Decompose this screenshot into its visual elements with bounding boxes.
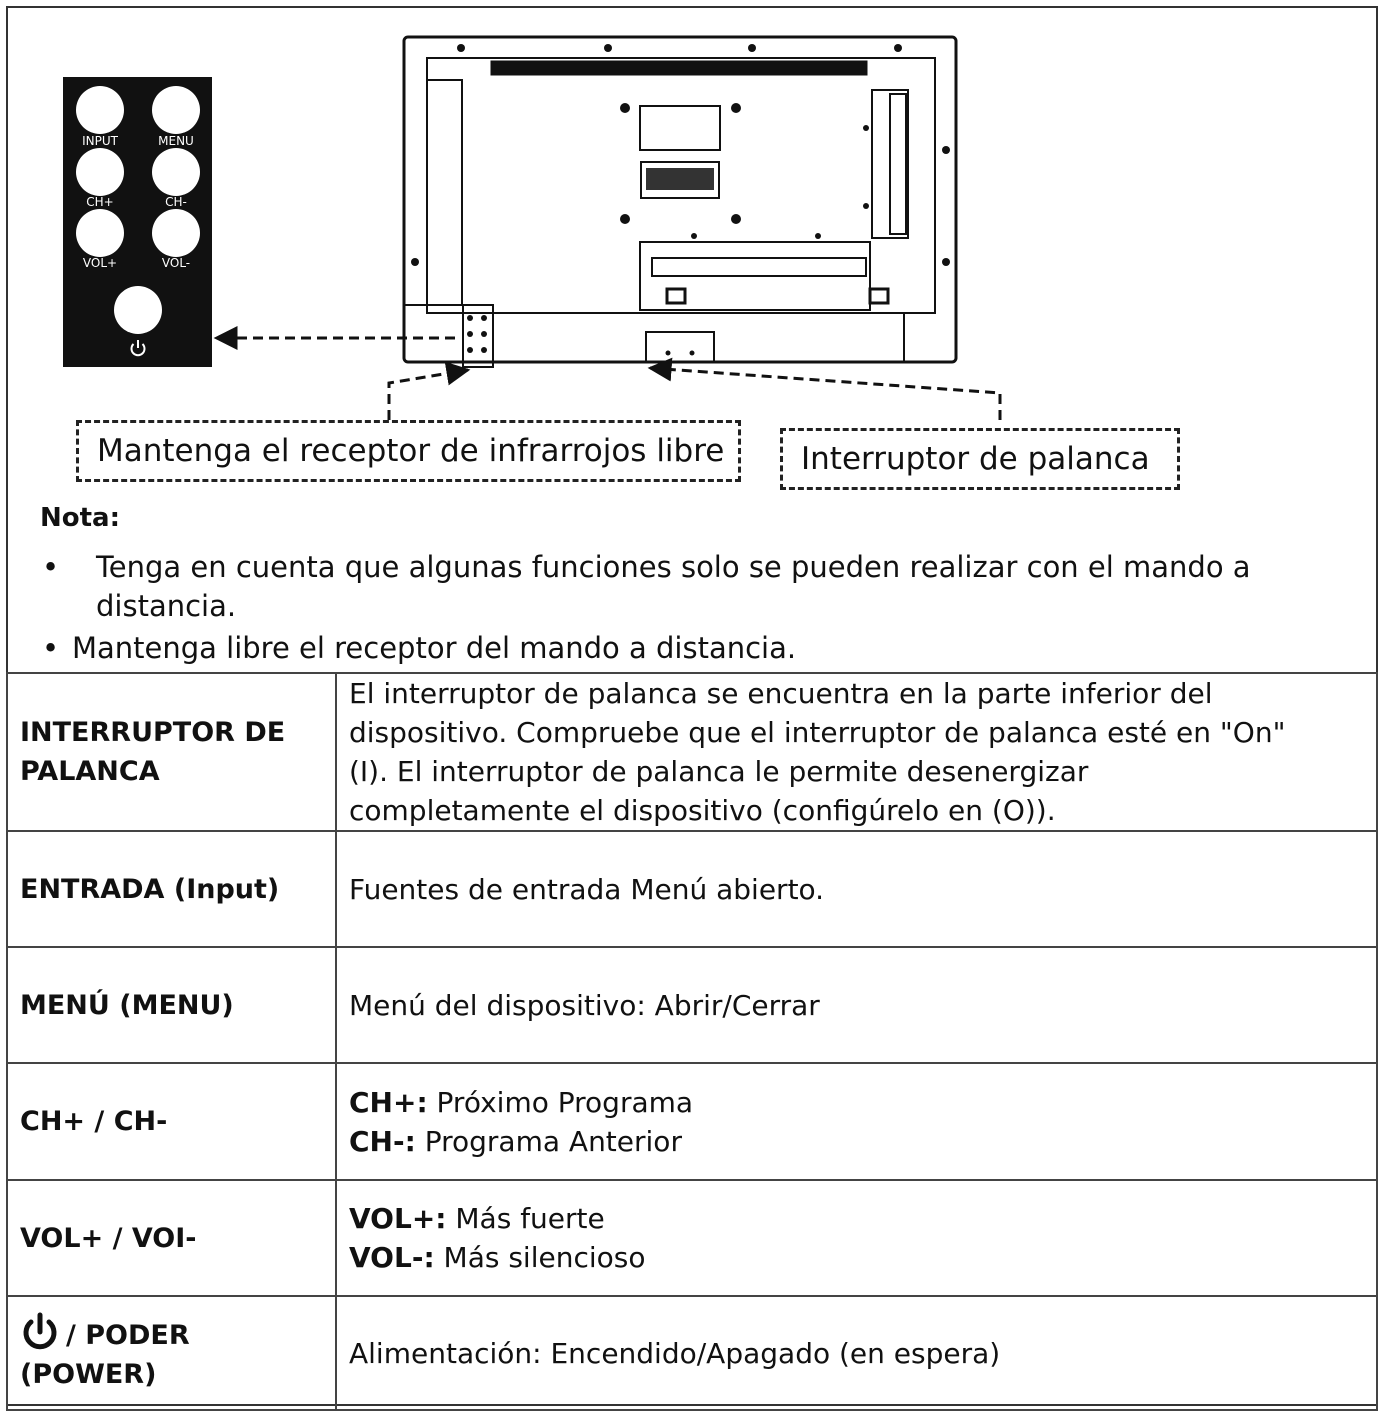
note-bullet-1 [42,548,1251,587]
value-line: (I). El interruptor de palanca le permite desenergizar [349,755,1089,788]
row-value-channel [336,1063,1377,1180]
menu-button [152,86,200,134]
value-line: completamente el dispositivo (configúrelo en (O)). [349,794,1056,827]
value-text: Próximo Programa [427,1085,694,1119]
value-text: Programa Anterior [415,1124,682,1158]
row-key-menu: MENÚ (MENU) [7,947,336,1063]
ir-receiver-callout-text: Mantenga el receptor de infrarrojos libre [97,433,725,469]
row-key-power [7,1296,336,1410]
key-line: INTERRUPTOR DE [20,717,286,748]
key-line: PALANCA [20,756,160,787]
key-line: (POWER) [20,1359,157,1390]
power-icon [20,1312,60,1352]
table-row [7,1063,1377,1180]
ch-plus-label: CH+ [86,195,114,209]
bullet-dot: • [42,550,60,584]
value-label: VOL+: [349,1202,447,1235]
row-key-input: ENTRADA (Input) [7,831,336,947]
bullet-dot: • [42,631,60,665]
controls-table [6,672,1378,1411]
value-line [349,1122,1364,1161]
value-line [349,1083,1364,1122]
row-value-menu: Menú del dispositivo: Abrir/Cerrar [336,947,1377,1063]
note-bullet-1-cont [96,587,236,626]
value-line [349,1199,1364,1238]
arrow-to-rocker-switch [650,368,1000,420]
callout-arrows [216,338,1000,420]
value-label: VOL-: [349,1241,435,1274]
row-value-power: Alimentación: Encendido/Apagado (en espera) [336,1296,1377,1410]
rocker-switch-callout [780,428,1180,490]
key-line [20,1312,323,1355]
row-key-channel: CH+ / CH- [7,1063,336,1180]
vol-plus-button [76,209,124,257]
vol-minus-label: VOL- [161,256,191,270]
ch-minus-label: CH- [165,195,187,209]
note-bullet-1-text: Tenga en cuenta que algunas funciones solo se pueden realizar con el mando a [96,550,1251,584]
note-bullet-2 [42,629,797,668]
rocker-switch-callout-text: Interruptor de palanca [801,441,1150,477]
value-label: CH+: [349,1085,428,1119]
input-button-label: INPUT [82,134,118,148]
power-button [114,286,162,334]
row-key-rocker [7,673,336,831]
note-title: Nota: [40,503,120,533]
note-bullet-1-cont-text: distancia. [96,589,237,623]
ir-receiver-callout [76,420,741,482]
vol-minus-button [152,209,200,257]
value-text: Más silencioso [434,1241,646,1274]
ch-minus-button [152,148,200,196]
value-line: dispositivo. Compruebe que el interruptor de palanca esté en "On" [349,716,1286,749]
table-row [7,831,1377,947]
table-row [7,947,1377,1063]
menu-button-label: MENU [158,134,194,148]
table-row [7,1180,1377,1296]
value-text: Más fuerte [446,1202,605,1235]
row-key-volume: VOL+ / VOI- [7,1180,336,1296]
input-button [76,86,124,134]
key-text: / PODER [66,1320,190,1351]
row-value-volume [336,1180,1377,1296]
table-row [7,673,1377,831]
row-value-rocker [336,673,1377,831]
arrow-to-ir-receiver [389,370,468,420]
vol-plus-label: VOL+ [82,256,118,270]
row-value-input: Fuentes de entrada Menú abierto. [336,831,1377,947]
note-bullet-2-text: Mantenga libre el receptor del mando a distancia. [72,631,797,665]
table-row [7,1296,1377,1410]
value-line: El interruptor de palanca se encuentra en la parte inferior del [349,677,1213,710]
value-label: CH-: [349,1124,416,1158]
button-panel [63,77,212,367]
value-line [349,1238,1364,1277]
ch-plus-button [76,148,124,196]
